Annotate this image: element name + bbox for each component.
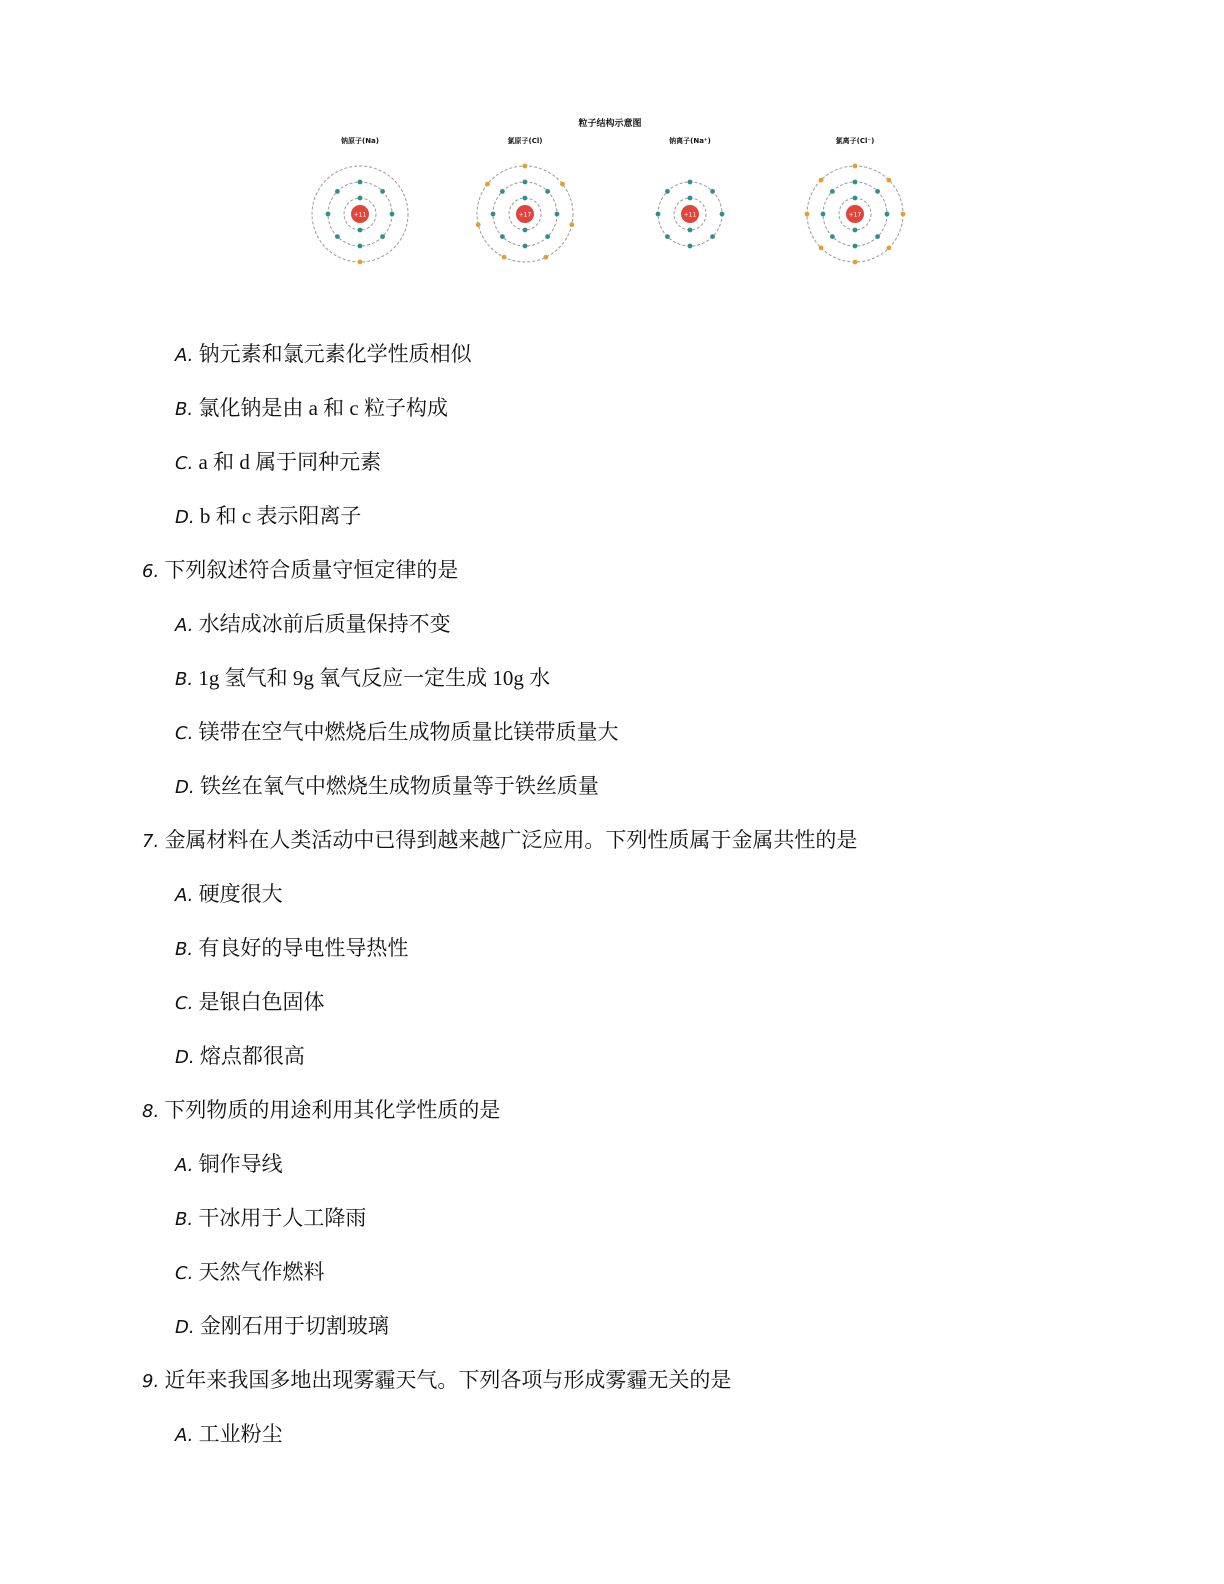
- option-letter: B.: [175, 939, 194, 960]
- electron: [688, 180, 693, 185]
- electron: [830, 234, 835, 239]
- question-text: 下列物质的用途利用其化学性质的是: [164, 1098, 501, 1122]
- electron: [380, 234, 385, 239]
- question-number: 8.: [142, 1101, 160, 1122]
- electron: [656, 212, 661, 217]
- electron: [491, 212, 496, 217]
- electron: [502, 255, 507, 260]
- option-text: 干冰用于人工降雨: [198, 1206, 367, 1230]
- option-letter: D.: [175, 1317, 195, 1338]
- electron: [555, 212, 560, 217]
- nucleus-charge: +11: [353, 211, 367, 219]
- electron: [819, 178, 824, 183]
- question-number: 9.: [142, 1371, 160, 1392]
- answer-option: [175, 1204, 366, 1234]
- question-text: 金属材料在人类活动中已得到越来越广泛应用。下列性质属于金属共性的是: [164, 828, 858, 852]
- question-number: 6.: [142, 561, 160, 582]
- electron: [688, 196, 693, 201]
- electron: [853, 180, 858, 185]
- atom-label: 钠原子(Na): [341, 137, 379, 145]
- atom-structure-svg: [300, 154, 420, 274]
- answer-option: [175, 880, 283, 910]
- electron: [358, 180, 363, 185]
- option-text: 熔点都很高: [199, 1044, 305, 1068]
- electron: [476, 222, 481, 227]
- nucleus-charge: +17: [848, 211, 862, 219]
- electron: [688, 244, 693, 249]
- nucleus-charge: +11: [683, 211, 697, 219]
- electron: [887, 178, 892, 183]
- atom-structure-svg: [795, 154, 915, 274]
- electron: [853, 164, 858, 169]
- electron: [853, 260, 858, 265]
- electron: [885, 212, 890, 217]
- electron: [358, 260, 363, 265]
- answer-option: [175, 610, 451, 640]
- electron: [710, 234, 715, 239]
- electron: [569, 222, 574, 227]
- option-text: 金刚石用于切割玻璃: [199, 1314, 389, 1338]
- option-text: 工业粉尘: [198, 1422, 283, 1446]
- answer-option: [175, 988, 325, 1018]
- electron: [500, 189, 505, 194]
- option-letter: B.: [175, 669, 194, 690]
- atom-structure-svg: [630, 154, 750, 274]
- atom-label: 钠离子(Na⁺): [669, 137, 711, 145]
- electron: [358, 228, 363, 233]
- electron: [830, 189, 835, 194]
- electron: [887, 246, 892, 251]
- electron: [543, 255, 548, 260]
- electron: [326, 212, 331, 217]
- electron: [358, 244, 363, 249]
- electron: [710, 189, 715, 194]
- electron: [390, 212, 395, 217]
- option-letter: A.: [175, 1155, 194, 1176]
- electron: [688, 228, 693, 233]
- option-letter: A.: [175, 1425, 194, 1446]
- electron: [523, 196, 528, 201]
- answer-option: [175, 772, 599, 802]
- answer-option: [175, 934, 408, 964]
- nucleus-charge: +17: [518, 211, 532, 219]
- electron: [819, 246, 824, 251]
- atom-label: 氯原子(Cl): [507, 137, 543, 145]
- answer-option: [175, 1420, 283, 1450]
- option-letter: A.: [175, 885, 194, 906]
- atom-label: 氯离子(Cl⁻): [835, 137, 875, 145]
- electron: [545, 189, 550, 194]
- option-letter: D.: [175, 1047, 195, 1068]
- electron: [485, 182, 490, 187]
- electron: [853, 228, 858, 233]
- electron: [821, 212, 826, 217]
- option-letter: B.: [175, 399, 194, 420]
- question-stem: [142, 1366, 731, 1396]
- option-text: 硬度很大: [198, 882, 283, 906]
- electron: [665, 189, 670, 194]
- atom-diagram: [300, 130, 420, 280]
- question-text: 近年来我国多地出现雾霾天气。下列各项与形成雾霾无关的是: [164, 1368, 732, 1392]
- option-text: 是银白色固体: [198, 990, 325, 1014]
- answer-option: [175, 340, 472, 370]
- option-letter: A.: [175, 345, 194, 366]
- electron: [500, 234, 505, 239]
- answer-option: [175, 448, 381, 478]
- electron: [805, 212, 810, 217]
- answer-option: [175, 718, 619, 748]
- atom-structure-svg: [465, 154, 585, 274]
- question-stem: [142, 826, 857, 856]
- electron: [523, 180, 528, 185]
- question-text: 下列叙述符合质量守恒定律的是: [164, 558, 459, 582]
- electron: [853, 244, 858, 249]
- option-text: 天然气作燃料: [198, 1260, 325, 1284]
- electron: [853, 196, 858, 201]
- option-text: 镁带在空气中燃烧后生成物质量比镁带质量大: [198, 720, 619, 744]
- answer-option: [175, 664, 550, 694]
- electron: [720, 212, 725, 217]
- option-text: 钠元素和氯元素化学性质相似: [198, 342, 472, 366]
- atom-diagram: [465, 130, 585, 280]
- electron: [560, 182, 565, 187]
- answer-option: [175, 1042, 305, 1072]
- option-text: a 和 d 属于同种元素: [198, 450, 382, 474]
- option-text: 1g 氢气和 9g 氧气反应一定生成 10g 水: [198, 666, 551, 690]
- option-letter: C.: [175, 1263, 194, 1284]
- option-letter: C.: [175, 723, 194, 744]
- electron: [665, 234, 670, 239]
- atom-diagram: [795, 130, 915, 280]
- electron: [523, 244, 528, 249]
- option-text: 氯化钠是由 a 和 c 粒子构成: [198, 396, 448, 420]
- electron: [523, 228, 528, 233]
- atom-diagram: [630, 130, 750, 280]
- electron: [335, 234, 340, 239]
- electron: [545, 234, 550, 239]
- option-text: 铁丝在氧气中燃烧生成物质量等于铁丝质量: [199, 774, 599, 798]
- option-letter: A.: [175, 615, 194, 636]
- option-text: 铜作导线: [198, 1152, 283, 1176]
- answer-option: [175, 394, 448, 424]
- question-stem: [142, 556, 458, 586]
- electron: [523, 164, 528, 169]
- option-letter: C.: [175, 993, 194, 1014]
- electron: [380, 189, 385, 194]
- option-text: 有良好的导电性导热性: [198, 936, 409, 960]
- option-letter: D.: [175, 507, 195, 528]
- electron: [875, 234, 880, 239]
- electron: [335, 189, 340, 194]
- answer-option: [175, 1258, 325, 1288]
- answer-option: [175, 1312, 389, 1342]
- option-letter: B.: [175, 1209, 194, 1230]
- option-text: b 和 c 表示阳离子: [199, 504, 362, 528]
- option-letter: C.: [175, 453, 194, 474]
- electron: [901, 212, 906, 217]
- question-number: 7.: [142, 831, 160, 852]
- figure-title: 粒子结构示意图: [578, 119, 642, 129]
- option-letter: D.: [175, 777, 195, 798]
- particle-structure-figure: [300, 110, 920, 285]
- electron: [875, 189, 880, 194]
- answer-option: [175, 502, 361, 532]
- question-stem: [142, 1096, 500, 1126]
- answer-option: [175, 1150, 283, 1180]
- option-text: 水结成冰前后质量保持不变: [198, 612, 451, 636]
- electron: [358, 196, 363, 201]
